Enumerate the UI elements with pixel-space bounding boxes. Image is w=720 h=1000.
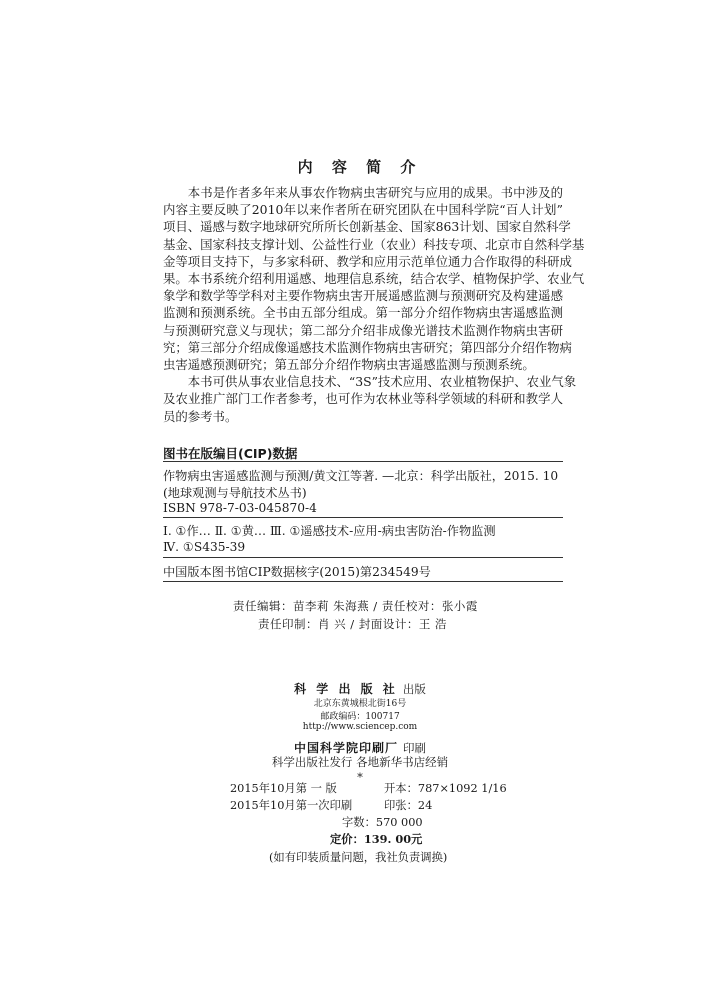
cip-rule [163, 557, 563, 558]
staff-production: 责任印制：肖 兴 / 封面设计：王 浩 [258, 617, 447, 631]
printing-date: 2015年10月第一次印刷 [230, 799, 353, 812]
cip-isbn: ISBN 978-7-03-045870-4 [163, 501, 317, 515]
publisher-line [0, 678, 720, 697]
cip-heading: 图书在版编目(CIP)数据 [163, 446, 298, 461]
summary-line: 究；第三部分介绍成像遥感技术监测作物病虫害研究；第四部分介绍作物病 [163, 339, 572, 355]
format-size: 开本：787×1092 1/16 [384, 782, 507, 795]
summary-line: 监测和预测系统。全书由五部分组成。第一部分介绍作物病虫害遥感监测 [163, 305, 563, 321]
summary-line: 内容主要反映了2010年以来作者所在研究团队在中国科学院“百人计划” [163, 202, 563, 218]
publisher-suffix: 出版 [402, 682, 426, 696]
cip-line: (地球观测与导航技术丛书) [163, 486, 307, 500]
quality-note: (如有印装质量问题，我社负责调换) [269, 851, 448, 864]
summary-paragraph-2 [163, 373, 577, 425]
summary-line: 与预测研究意义与现状；第二部分介绍非成像光谱技术监测作物病虫害研 [163, 322, 563, 338]
cip-top-rule [163, 461, 563, 462]
printer-suffix: 印刷 [403, 741, 427, 755]
cip-core-number: 中国版本图书馆CIP数据核字(2015)第234549号 [163, 565, 431, 579]
distribution-line: 科学出版社发行 各地新华书店经销 [271, 755, 449, 769]
publisher-address: 北京东黄城根北街16号 [313, 699, 407, 709]
price: 定价：139. 00元 [330, 832, 423, 846]
staff-editors: 责任编辑：苗李莉 朱海燕 / 责任校对：张小霞 [233, 599, 478, 613]
summary-text [163, 184, 585, 425]
sheets-count: 印张：24 [384, 799, 433, 812]
summary-line: 及农业推广部门工作者参考，也可作为农林业等科学领域的科研和教学人 [163, 391, 563, 407]
summary-line: 金等项目支持下，与多家科研、教学和应用示范单位通力合作取得的科研成 [163, 253, 572, 269]
summary-line: 本书是作者多年来从事农作物病虫害研究与应用的成果。书中涉及的 [187, 185, 563, 200]
summary-line: 象学和数学等学科对主要作物病虫害开展遥感监测与预测研究及构建遥感 [163, 288, 563, 304]
cip-line: 作物病虫害遥感监测与预测/黄文江等著. —北京：科学出版社，2015. 10 [163, 469, 559, 483]
summary-line: 虫害遥感预测研究；第五部分介绍作物病虫害遥感监测与预测系统。 [163, 357, 535, 373]
publisher-url: http://www.sciencep.com [302, 722, 418, 732]
summary-line: 项目、遥感与数字地球研究所所长创新基金、国家863计划、国家自然科学 [163, 219, 571, 235]
cip-bottom-rule [163, 581, 563, 582]
publisher-name: 科 学 出 版 社 [294, 682, 398, 696]
word-count: 字数：570 000 [342, 816, 423, 829]
publisher-postcode: 邮政编码：100717 [320, 712, 400, 722]
summary-line: 本书可供从事农业信息技术、“3S”技术应用、农业植物保护、农业气象 [187, 374, 577, 390]
printer-name: 中国科学院印刷厂 [293, 741, 398, 755]
cip-classification: Ⅰ. ①作… Ⅱ. ①黄… Ⅲ. ①遥感技术-应用-病虫害防治-作物监测 [163, 524, 496, 538]
cip-classification: Ⅳ. ①S435-39 [163, 540, 246, 554]
cip-rule [163, 517, 563, 518]
summary-paragraph-1 [163, 184, 585, 373]
summary-line: 基金、国家科技支撑计划、公益性行业（农业）科技专项、北京市自然科学基 [163, 236, 585, 252]
summary-line: 员的参考书。 [163, 408, 238, 424]
page-title: 内 容 简 介 [297, 158, 423, 176]
edition-date: 2015年10月第 一 版 [230, 782, 337, 795]
separator-star: * [357, 770, 363, 784]
summary-line: 果。本书系统介绍利用遥感、地理信息系统，结合农学、植物保护学、农业气 [163, 271, 585, 287]
